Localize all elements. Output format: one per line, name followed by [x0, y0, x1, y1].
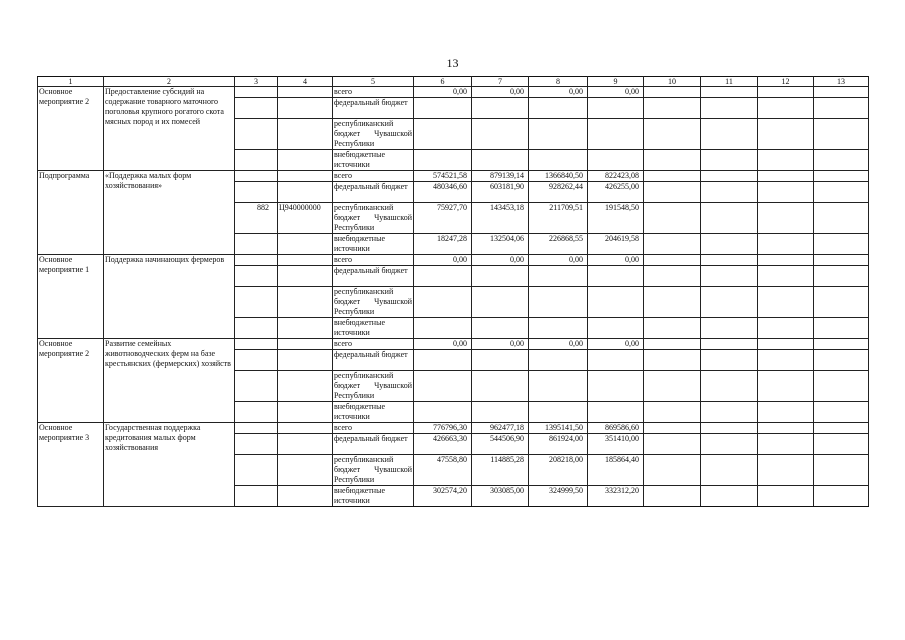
program-code-cell — [278, 434, 333, 455]
amount-cell — [588, 350, 644, 371]
amount-cell — [472, 350, 529, 371]
empty-cell — [814, 350, 869, 371]
amount-cell: 861924,00 — [529, 434, 588, 455]
table-row — [38, 255, 869, 266]
empty-cell — [814, 182, 869, 203]
ministry-code-cell — [235, 119, 278, 150]
empty-cell — [814, 98, 869, 119]
header-cell: 6 — [414, 77, 472, 87]
amount-cell — [414, 402, 472, 423]
empty-cell — [644, 434, 701, 455]
empty-cell — [701, 434, 758, 455]
ministry-code-cell — [235, 287, 278, 318]
header-row — [38, 77, 869, 87]
amount-cell — [588, 318, 644, 339]
amount-cell: 0,00 — [472, 339, 529, 350]
ministry-code-cell — [235, 171, 278, 182]
amount-cell — [472, 266, 529, 287]
program-code-cell — [278, 318, 333, 339]
empty-cell — [758, 350, 814, 371]
empty-cell — [814, 119, 869, 150]
empty-cell — [701, 266, 758, 287]
empty-cell — [758, 203, 814, 234]
ministry-code-cell — [235, 371, 278, 402]
amount-cell: 869586,60 — [588, 423, 644, 434]
empty-cell — [758, 255, 814, 266]
table-row — [38, 339, 869, 350]
empty-cell — [814, 150, 869, 171]
table-row — [38, 423, 869, 434]
funding-source-cell: внебюджетные источники — [333, 318, 414, 339]
empty-cell — [814, 486, 869, 507]
amount-cell: 0,00 — [588, 339, 644, 350]
header-cell: 8 — [529, 77, 588, 87]
amount-cell — [414, 150, 472, 171]
amount-cell: 1366840,50 — [529, 171, 588, 182]
empty-cell — [758, 266, 814, 287]
ministry-code-cell — [235, 339, 278, 350]
empty-cell — [758, 182, 814, 203]
amount-cell — [529, 266, 588, 287]
item-description-cell: Предоставление субсидий на содержание товарного маточного поголовья крупного рогатого скота мясных пород и их помесей — [104, 87, 235, 171]
ministry-code-cell — [235, 150, 278, 171]
empty-cell — [758, 455, 814, 486]
empty-cell — [701, 339, 758, 350]
amount-cell — [529, 318, 588, 339]
amount-cell — [414, 350, 472, 371]
empty-cell — [701, 182, 758, 203]
empty-cell — [758, 434, 814, 455]
empty-cell — [644, 318, 701, 339]
item-name-cell: Основное мероприятие 2 — [38, 87, 104, 171]
item-name-cell: Подпрограмма — [38, 171, 104, 255]
amount-cell — [472, 402, 529, 423]
amount-cell — [529, 350, 588, 371]
amount-cell — [414, 98, 472, 119]
amount-cell — [472, 371, 529, 402]
item-description-cell: Государственная поддержка кредитования малых форм хозяйствования — [104, 423, 235, 507]
amount-cell: 426255,00 — [588, 182, 644, 203]
item-description-cell: Развитие семейных животноводческих ферм на базе крестьянских (фермерских) хозяйств — [104, 339, 235, 423]
amount-cell: 332312,20 — [588, 486, 644, 507]
header-cell: 11 — [701, 77, 758, 87]
empty-cell — [644, 455, 701, 486]
program-code-cell — [278, 287, 333, 318]
funding-source-cell: всего — [333, 171, 414, 182]
amount-cell — [414, 287, 472, 318]
amount-cell: 480346,60 — [414, 182, 472, 203]
amount-cell — [472, 287, 529, 318]
ministry-code-cell — [235, 266, 278, 287]
table-row — [38, 87, 869, 98]
empty-cell — [644, 371, 701, 402]
empty-cell — [758, 402, 814, 423]
amount-cell: 143453,18 — [472, 203, 529, 234]
empty-cell — [701, 234, 758, 255]
empty-cell — [644, 255, 701, 266]
amount-cell: 75927,70 — [414, 203, 472, 234]
program-code-cell — [278, 87, 333, 98]
program-code-cell — [278, 119, 333, 150]
program-code-cell — [278, 234, 333, 255]
program-code-cell — [278, 266, 333, 287]
empty-cell — [644, 287, 701, 318]
program-code-cell — [278, 150, 333, 171]
empty-cell — [701, 486, 758, 507]
amount-cell — [414, 318, 472, 339]
header-cell: 5 — [333, 77, 414, 87]
empty-cell — [814, 371, 869, 402]
amount-cell — [472, 318, 529, 339]
empty-cell — [701, 350, 758, 371]
program-code-cell — [278, 339, 333, 350]
empty-cell — [644, 266, 701, 287]
empty-cell — [644, 203, 701, 234]
header-cell: 1 — [38, 77, 104, 87]
funding-source-cell: республиканский бюджет Чувашской Республики — [334, 203, 412, 232]
empty-cell — [701, 371, 758, 402]
empty-cell — [644, 234, 701, 255]
amount-cell — [529, 287, 588, 318]
amount-cell: 18247,28 — [414, 234, 472, 255]
ministry-code-cell — [235, 423, 278, 434]
item-description-cell: Поддержка начинающих фермеров — [104, 255, 235, 339]
empty-cell — [758, 339, 814, 350]
amount-cell: 544506,90 — [472, 434, 529, 455]
amount-cell — [472, 150, 529, 171]
empty-cell — [644, 182, 701, 203]
empty-cell — [701, 455, 758, 486]
amount-cell — [529, 150, 588, 171]
empty-cell — [701, 98, 758, 119]
empty-cell — [814, 87, 869, 98]
empty-cell — [758, 150, 814, 171]
amount-cell: 0,00 — [529, 87, 588, 98]
empty-cell — [701, 423, 758, 434]
empty-cell — [701, 119, 758, 150]
program-code-cell — [278, 171, 333, 182]
empty-cell — [814, 203, 869, 234]
empty-cell — [814, 402, 869, 423]
ministry-code-cell — [235, 234, 278, 255]
amount-cell — [529, 119, 588, 150]
amount-cell: 0,00 — [588, 255, 644, 266]
program-code-cell — [278, 182, 333, 203]
amount-cell: 962477,18 — [472, 423, 529, 434]
amount-cell: 114885,28 — [472, 455, 529, 486]
header-cell: 3 — [235, 77, 278, 87]
amount-cell: 208218,00 — [529, 455, 588, 486]
empty-cell — [644, 150, 701, 171]
amount-cell: 226868,55 — [529, 234, 588, 255]
funding-source-cell: внебюджетные источники — [333, 486, 414, 507]
empty-cell — [644, 350, 701, 371]
empty-cell — [814, 423, 869, 434]
amount-cell: 185864,40 — [588, 455, 644, 486]
item-description-cell: «Поддержка малых форм хозяйствования» — [104, 171, 235, 255]
empty-cell — [644, 98, 701, 119]
amount-cell — [414, 371, 472, 402]
program-code-cell — [278, 402, 333, 423]
funding-source-cell: федеральный бюджет — [333, 266, 414, 287]
funding-source-cell: республиканский бюджет Чувашской Республики — [334, 119, 412, 148]
item-name-cell: Основное мероприятие 3 — [38, 423, 104, 507]
empty-cell — [814, 455, 869, 486]
header-cell: 2 — [104, 77, 235, 87]
amount-cell: 191548,50 — [588, 203, 644, 234]
amount-cell: 1395141,50 — [529, 423, 588, 434]
budget-table — [37, 76, 869, 507]
header-cell: 12 — [758, 77, 814, 87]
amount-cell: 0,00 — [414, 339, 472, 350]
empty-cell — [814, 266, 869, 287]
amount-cell — [529, 402, 588, 423]
empty-cell — [758, 98, 814, 119]
header-cell: 9 — [588, 77, 644, 87]
amount-cell: 132504,06 — [472, 234, 529, 255]
empty-cell — [644, 402, 701, 423]
ministry-code-cell — [235, 486, 278, 507]
funding-source-cell: всего — [333, 423, 414, 434]
empty-cell — [701, 318, 758, 339]
amount-cell: 0,00 — [414, 255, 472, 266]
amount-cell — [588, 98, 644, 119]
funding-source-cell: внебюджетные источники — [333, 402, 414, 423]
amount-cell: 303085,00 — [472, 486, 529, 507]
empty-cell — [758, 171, 814, 182]
page-number: 13 — [446, 56, 459, 70]
funding-source-cell: республиканский бюджет Чувашской Республики — [334, 287, 412, 316]
amount-cell: 879139,14 — [472, 171, 529, 182]
program-code-cell — [278, 350, 333, 371]
amount-cell — [529, 371, 588, 402]
funding-source-cell: республиканский бюджет Чувашской Республики — [334, 455, 412, 484]
empty-cell — [814, 171, 869, 182]
amount-cell — [414, 119, 472, 150]
amount-cell — [588, 287, 644, 318]
empty-cell — [758, 234, 814, 255]
program-code-cell: Ц940000000 — [278, 203, 333, 234]
amount-cell: 603181,90 — [472, 182, 529, 203]
amount-cell: 822423,08 — [588, 171, 644, 182]
funding-source-cell: федеральный бюджет — [333, 434, 414, 455]
amount-cell: 204619,58 — [588, 234, 644, 255]
empty-cell — [701, 255, 758, 266]
funding-source-cell: федеральный бюджет — [333, 350, 414, 371]
program-code-cell — [278, 98, 333, 119]
header-cell: 13 — [814, 77, 869, 87]
empty-cell — [701, 287, 758, 318]
empty-cell — [814, 255, 869, 266]
amount-cell — [472, 98, 529, 119]
amount-cell: 0,00 — [472, 87, 529, 98]
funding-source-cell: внебюджетные источники — [333, 150, 414, 171]
empty-cell — [814, 287, 869, 318]
amount-cell — [588, 371, 644, 402]
amount-cell: 928262,44 — [529, 182, 588, 203]
ministry-code-cell: 882 — [235, 203, 278, 234]
funding-source-cell: всего — [333, 255, 414, 266]
amount-cell: 0,00 — [529, 339, 588, 350]
funding-source-cell: всего — [333, 339, 414, 350]
item-name-cell: Основное мероприятие 2 — [38, 339, 104, 423]
empty-cell — [758, 119, 814, 150]
ministry-code-cell — [235, 318, 278, 339]
empty-cell — [701, 150, 758, 171]
empty-cell — [814, 434, 869, 455]
program-code-cell — [278, 486, 333, 507]
funding-source-cell: внебюджетные источники — [333, 234, 414, 255]
amount-cell: 426663,30 — [414, 434, 472, 455]
ministry-code-cell — [235, 87, 278, 98]
empty-cell — [701, 203, 758, 234]
funding-source-cell: республиканский бюджет Чувашской Республики — [334, 371, 412, 400]
empty-cell — [758, 287, 814, 318]
empty-cell — [701, 171, 758, 182]
empty-cell — [814, 234, 869, 255]
empty-cell — [758, 486, 814, 507]
amount-cell: 0,00 — [472, 255, 529, 266]
empty-cell — [644, 423, 701, 434]
item-name-cell: Основное мероприятие 1 — [38, 255, 104, 339]
amount-cell: 324999,50 — [529, 486, 588, 507]
amount-cell: 776796,30 — [414, 423, 472, 434]
header-cell: 10 — [644, 77, 701, 87]
empty-cell — [701, 402, 758, 423]
header-cell: 4 — [278, 77, 333, 87]
table-row — [38, 171, 869, 182]
amount-cell: 47558,80 — [414, 455, 472, 486]
amount-cell — [588, 119, 644, 150]
empty-cell — [644, 119, 701, 150]
ministry-code-cell — [235, 350, 278, 371]
amount-cell — [588, 266, 644, 287]
amount-cell — [414, 266, 472, 287]
program-code-cell — [278, 423, 333, 434]
amount-cell: 0,00 — [588, 87, 644, 98]
ministry-code-cell — [235, 402, 278, 423]
amount-cell: 0,00 — [529, 255, 588, 266]
amount-cell — [529, 98, 588, 119]
header-cell: 7 — [472, 77, 529, 87]
empty-cell — [701, 87, 758, 98]
amount-cell: 351410,00 — [588, 434, 644, 455]
empty-cell — [814, 339, 869, 350]
empty-cell — [644, 87, 701, 98]
ministry-code-cell — [235, 255, 278, 266]
empty-cell — [644, 171, 701, 182]
amount-cell: 0,00 — [414, 87, 472, 98]
program-code-cell — [278, 255, 333, 266]
empty-cell — [758, 423, 814, 434]
amount-cell — [588, 402, 644, 423]
empty-cell — [758, 318, 814, 339]
ministry-code-cell — [235, 434, 278, 455]
amount-cell: 574521,58 — [414, 171, 472, 182]
ministry-code-cell — [235, 455, 278, 486]
empty-cell — [644, 486, 701, 507]
empty-cell — [644, 339, 701, 350]
funding-source-cell: всего — [333, 87, 414, 98]
amount-cell: 211709,51 — [529, 203, 588, 234]
ministry-code-cell — [235, 98, 278, 119]
program-code-cell — [278, 455, 333, 486]
empty-cell — [758, 371, 814, 402]
amount-cell — [472, 119, 529, 150]
program-code-cell — [278, 371, 333, 402]
empty-cell — [758, 87, 814, 98]
ministry-code-cell — [235, 182, 278, 203]
amount-cell — [588, 150, 644, 171]
amount-cell: 302574,20 — [414, 486, 472, 507]
funding-source-cell: федеральный бюджет — [333, 98, 414, 119]
empty-cell — [814, 318, 869, 339]
funding-source-cell: федеральный бюджет — [333, 182, 414, 203]
